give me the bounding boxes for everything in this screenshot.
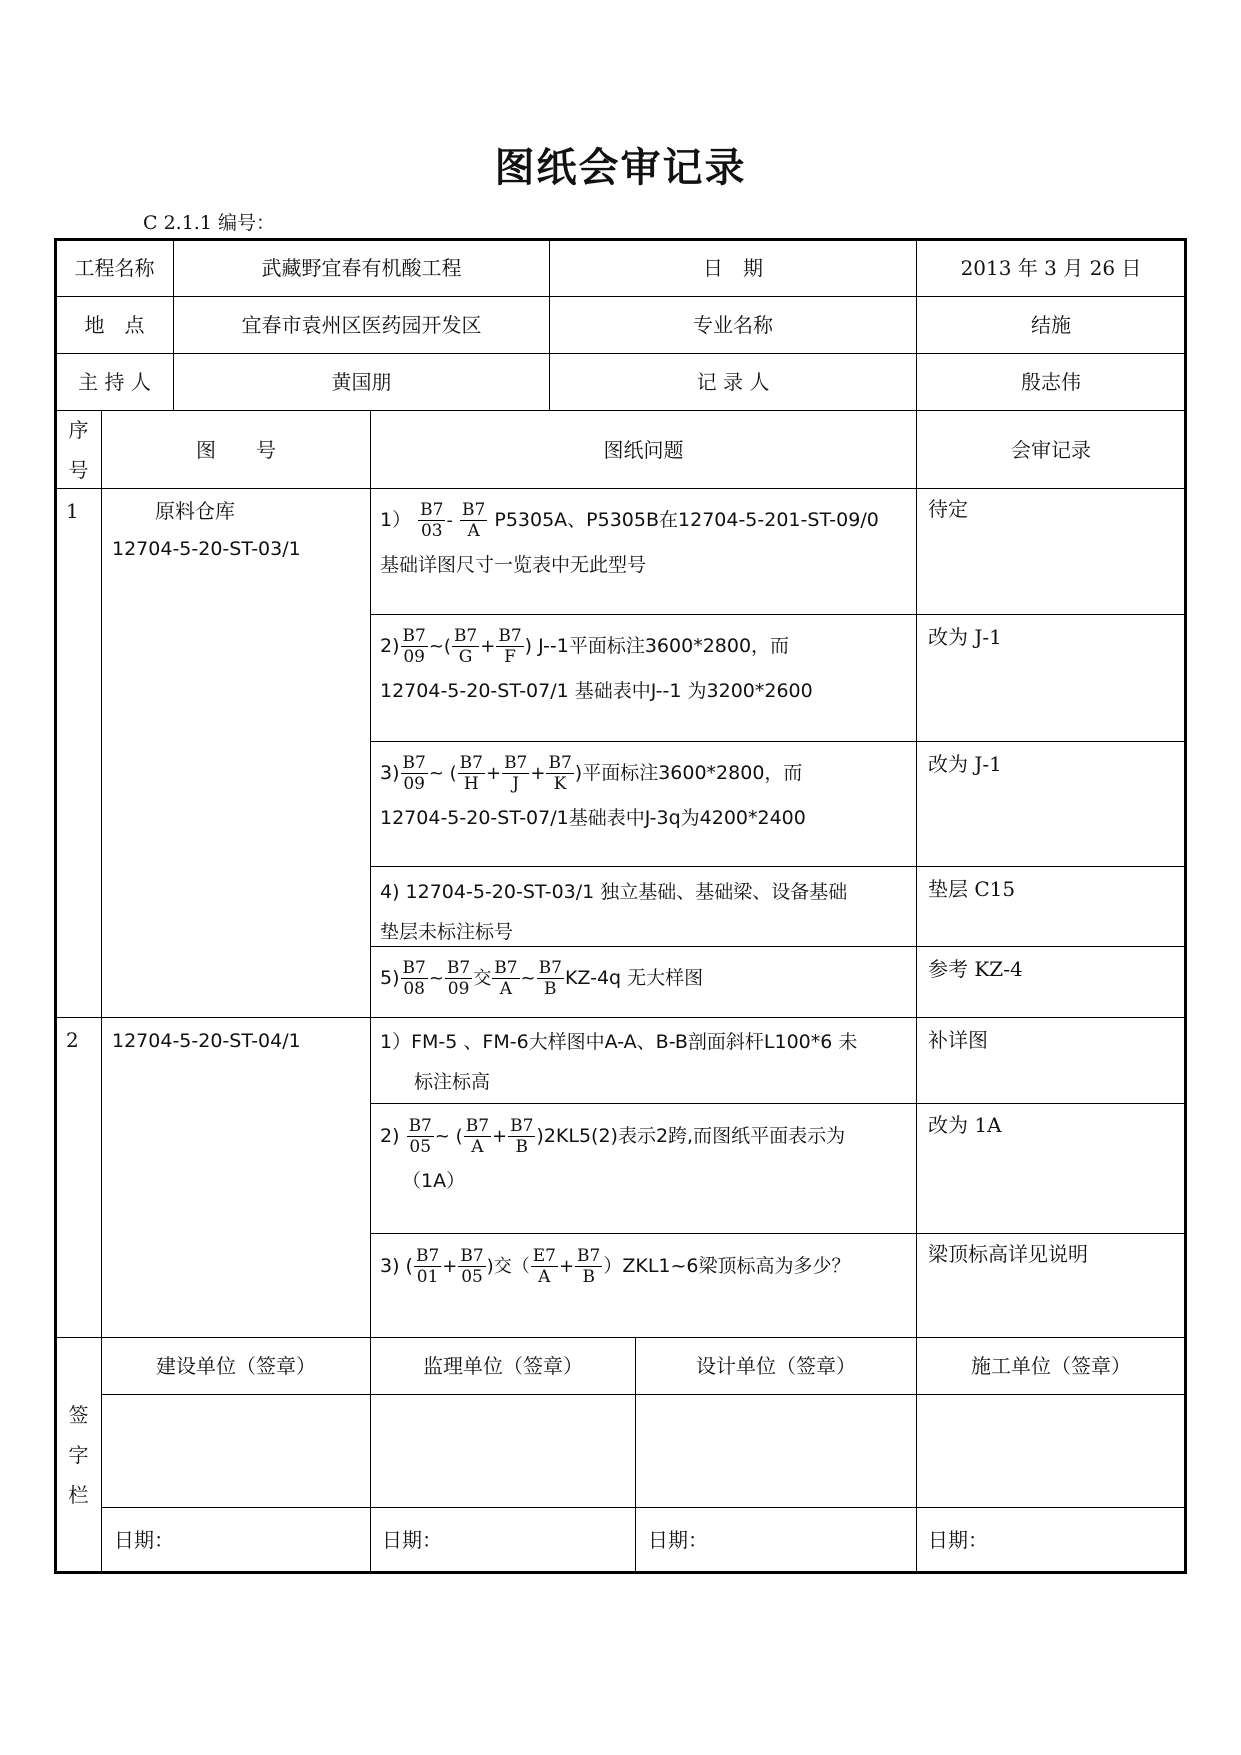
host-label: 主 持 人 <box>78 370 151 394</box>
project-name-label: 工程名称 <box>74 256 155 280</box>
group1-drawing-name: 原料仓库 <box>155 499 235 523</box>
record-1-3: 改为 J-1 <box>928 752 1002 776</box>
supervisor-signature-box[interactable] <box>371 1395 635 1507</box>
page-title: 图纸会审记录 <box>494 144 747 191</box>
record-1-4: 垫层 C15 <box>928 877 1016 901</box>
record-1-5: 参考 KZ-4 <box>928 957 1023 981</box>
group2-seq: 2 <box>66 1028 79 1052</box>
issue-1-3: 3) $\frac{B7}{09}$ ~ ( $\frac{B7}{H}$ + $\frac{B7}{J}$ + $\frac{B7}{K}$ )平面标注3600*2800，而 12704-5-20-ST-07/1基础表中J-3q为4200*2400 <box>380 753 806 829</box>
issue-1-4: 4) 12704-5-20-ST-03/1 独立基础、基础梁、设备基础 垫层未标注标号 <box>380 881 848 943</box>
record-2-2: 改为 1A <box>928 1113 1002 1137</box>
recorder-value: 殷志伟 <box>1021 370 1081 394</box>
specialty-value: 结施 <box>1031 313 1071 337</box>
host-value: 黄国朋 <box>331 370 392 394</box>
location-value: 宜春市袁州区医药园开发区 <box>241 313 482 337</box>
builder-date-label: 日期： <box>114 1528 174 1552</box>
signature-label: 签 字 栏 <box>68 1403 89 1507</box>
issue-2-3: 3) ( $\frac{B7}{01}$ + $\frac{B7}{05}$ )交（ $\frac{E7}{A}$ + $\frac{B7}{B}$ ）ZKL1~6梁顶标高为多少？ <box>380 1246 851 1287</box>
issue-1-1: 1） $\frac{B7}{03}$ - $\frac{B7}{A}$ P5305A、P5305B在12704-5-201-ST-09/0 基础详图尺寸一览表中无此型号 <box>380 500 879 576</box>
specialty-label: 专业名称 <box>693 313 773 337</box>
date-value: 2013 年 3 月 26 日 <box>960 256 1142 280</box>
record-2-1: 补详图 <box>928 1028 988 1052</box>
group2-drawing-no: 12704-5-20-ST-04/1 <box>112 1030 301 1052</box>
date-label: 日 期 <box>703 256 763 280</box>
constructor-date-label: 日期： <box>928 1528 988 1552</box>
location-label: 地 点 <box>84 313 145 337</box>
designer-signature-box[interactable] <box>636 1395 916 1507</box>
issue-1-2: 2) $\frac{B7}{09}$ ~( $\frac{B7}{G}$ + $\frac{B7}{F}$ ) J--1平面标注3600*2800，而 12704-5-20-ST-07/1 基础表中J--1 为3200*2600 <box>380 626 813 702</box>
record-1-2: 改为 J-1 <box>928 625 1002 649</box>
recorder-label: 记 录 人 <box>696 370 770 394</box>
record-header: 会审记录 <box>1011 437 1091 462</box>
issue-2-1: 1）FM-5 、FM-6大样图中A-A、B-B剖面斜杆L100*6 未 标注标高 <box>380 1031 858 1093</box>
designer-date-label: 日期： <box>648 1528 708 1552</box>
group1-seq: 1 <box>66 499 79 523</box>
builder-sign-header: 建设单位（签章） <box>156 1354 316 1378</box>
record-1-1: 待定 <box>928 497 968 521</box>
record-2-3: 梁顶标高详见说明 <box>928 1242 1088 1266</box>
constructor-signature-box[interactable] <box>917 1395 1185 1507</box>
designer-sign-header: 设计单位（签章） <box>696 1354 856 1378</box>
issue-2-2: 2) $\frac{B7}{05}$ ~ ( $\frac{B7}{A}$ + $\frac{B7}{B}$ )2KL5(2)表示2跨,而图纸平面表示为 （1A） <box>380 1116 846 1192</box>
constructor-sign-header: 施工单位（签章） <box>971 1354 1131 1378</box>
form-code: C 2.1.1 编号： <box>143 212 275 234</box>
drawing-no-header: 图 号 <box>196 437 276 462</box>
supervisor-date-label: 日期： <box>382 1528 442 1552</box>
issue-1-5: 5) $\frac{B7}{08}$ ~ $\frac{B7}{09}$ 交 $\frac{B7}{A}$ ~ $\frac{B7}{B}$ KZ-4q 无大样图 <box>380 958 704 999</box>
seq-header: 序 号 <box>68 417 89 482</box>
group1-drawing-no: 12704-5-20-ST-03/1 <box>112 538 301 560</box>
issue-header: 图纸问题 <box>603 437 684 462</box>
project-name-value: 武藏野宜春有机酸工程 <box>261 256 462 280</box>
builder-signature-box[interactable] <box>102 1395 370 1507</box>
supervisor-sign-header: 监理单位（签章） <box>423 1354 583 1378</box>
